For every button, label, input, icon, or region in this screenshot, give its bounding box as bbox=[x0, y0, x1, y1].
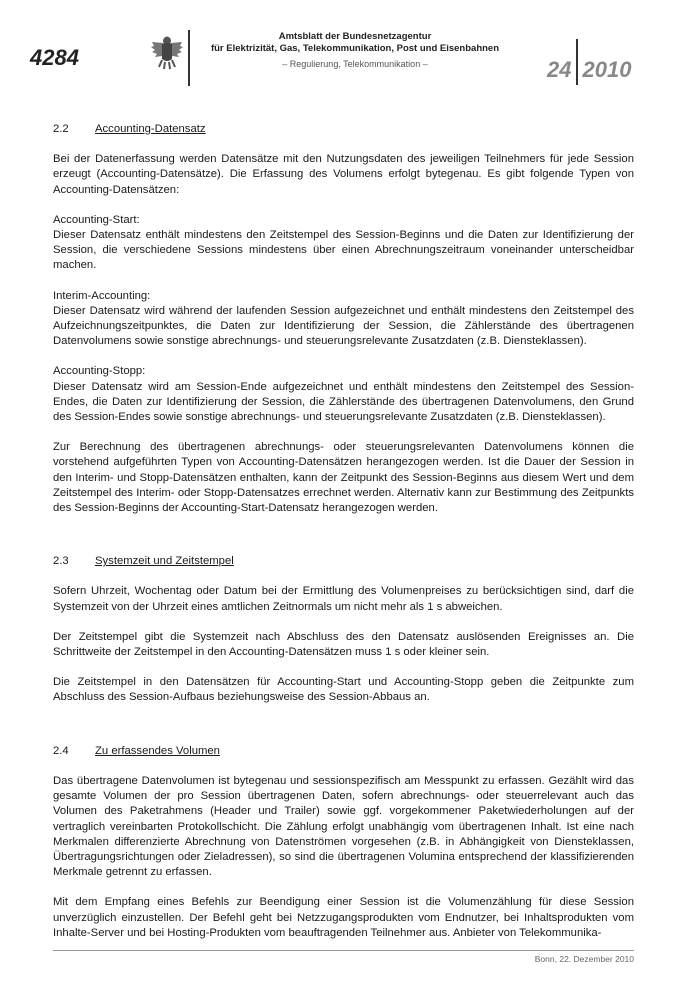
section-number: 2.3 bbox=[53, 555, 69, 568]
publication-subtitle: – Regulierung, Telekommunikation – bbox=[282, 59, 428, 69]
title-line-2: für Elektrizität, Gas, Telekommunikation, Post und Eisenbahnen bbox=[210, 43, 500, 54]
footer-divider bbox=[53, 950, 634, 951]
section-heading-2-4 bbox=[53, 744, 634, 759]
paragraph: Die Zeitstempel in den Datensätzen für Accounting-Start und Accounting-Stopp geben die Zeitpunkte zum Abschluss des Session-Aufbaus beziehungsweise des Session-Abbaus an. bbox=[53, 676, 634, 704]
section-title: Zu erfassendes Volumen bbox=[95, 744, 220, 757]
page-content bbox=[53, 122, 634, 941]
paragraph: Dieser Datensatz wird während der laufenden Session aufgezeichnet und enthält mindestens den Zeitstempel des Aufzeichnungszeitpunktes, die Daten zur Identifizierung der Session, die Zählerstände des übertragenen Datenvolumens sowie sonstige abrechnungs- und steuerungsrelevante Zusatzdaten (z.B. Diensteklassen). bbox=[53, 304, 634, 348]
paragraph: Dieser Datensatz wird am Session-Ende aufgezeichnet und enthält mindestens den Zeitstempel des Session-Endes, die Daten zur Identifizierung der Session, die Zählerstände des übertragenen Datenvolumens, den Grund des Session-Endes sowie sonstige abrechnungs- und steuerungsrelevante Zusatzdaten (z.B. Diensteklassen). bbox=[53, 380, 634, 424]
paragraph: Zur Berechnung des übertragenen abrechnungs- oder steuerungsrelevanten Datenvolumens können die vorstehend aufgeführten Typen von Accounting-Datensätzen herangezogen werden. Ist die Dauer der Session in den Interim- und Stopp-Datensätzen enthalten, kann der Zeitpunkt des Session-Beginns aus diesem Wert und dem Zeitstempel des Interim- oder Stopp-Datensatzes errechnet werden. Alternativ kann zur Bestimmung des Zeitpunkts des Session-Beginns der Accounting-Start-Datensatz herangezogen werden. bbox=[53, 441, 634, 515]
issue-number: 4284 bbox=[30, 45, 79, 70]
page-header bbox=[0, 0, 700, 90]
paragraph: Dieser Datensatz enthält mindestens den Zeitstempel des Session-Beginns und die Daten zur Identifizierung der Session, die verschiedene Sessions mindestens über einen Abrechnungszeitraum voneinander unterscheidbar machen. bbox=[53, 229, 634, 272]
paragraph: Der Zeitstempel gibt die Systemzeit nach Abschluss des den Datensatz auslösenden Ereignisses an. Die Schrittweite der Zeitstempel in den Accounting-Datensätzen muss 1 s oder kleiner sein. bbox=[53, 630, 634, 659]
record-type-label: Accounting-Start: bbox=[53, 213, 140, 226]
issue-no: 24 bbox=[547, 57, 572, 82]
record-type-label: Accounting-Stopp: bbox=[53, 365, 146, 378]
title-line-1: Amtsblatt der Bundesnetzagentur bbox=[278, 31, 432, 42]
publication-title bbox=[190, 31, 520, 55]
issue-divider bbox=[576, 39, 578, 85]
paragraph: Bei der Datenerfassung werden Datensätze mit den Nutzungsdaten des jeweiligen Teilnehmers für jede Session erzeugt (Accounting-Datensätze). Die Erfassung des Volumens erfolgt bytegenau. Es gibt folgende Typen von Accounting-Datensätzen: bbox=[53, 153, 634, 196]
record-type-label: Interim-Accounting: bbox=[53, 289, 151, 302]
federal-eagle-icon bbox=[150, 33, 184, 73]
section-number: 2.2 bbox=[53, 123, 69, 135]
section-title: Systemzeit und Zeitstempel bbox=[95, 555, 234, 568]
section-title: Accounting-Datensatz bbox=[95, 123, 206, 135]
section-heading-2-3 bbox=[53, 554, 634, 569]
section-number: 2.4 bbox=[53, 744, 69, 757]
issue-date bbox=[547, 45, 631, 91]
issue-year: 2010 bbox=[582, 57, 632, 82]
footer-date: Bonn, 22. Dezember 2010 bbox=[534, 954, 634, 964]
section-heading-2-2 bbox=[53, 122, 634, 137]
paragraph: Sofern Uhrzeit, Wochentag oder Datum bei der Ermittlung des Volumenpreises zu berücksichtigen sind, darf die Systemzeit von der Uhrzeit eines amtlichen Zeitnormals um nicht mehr als 1 s abweichen. bbox=[53, 585, 634, 613]
paragraph: Das übertragene Datenvolumen ist bytegenau und sessionspezifisch am Messpunkt zu erfassen. Gezählt wird das gesamte Volumen der pro Session übertragenen Daten, sofern abrechnungs- oder steuerrelevant auch das Volumen des Paketrahmens (Header und Trailer) sowie ggf. vorgekommener Paketwiederholungen auf der vertraglich vereinbarten Protokollschicht. Die Zählung erfolgt unabhängig vom übertragenen Inhalt. Ist eine nach Merkmalen differenzierte Abrechnung von Datenströmen vorgesehen (z.B. in Abhängigkeit von Diensteklassen, Übertragungsrichtungen oder Zieladressen), so sind die übertragenen Volumina entsprechend der klassifizierenden Merkmale getrennt zu erfassen. bbox=[53, 774, 634, 879]
paragraph: Mit dem Empfang eines Befehls zur Beendigung einer Session ist die Volumenzählung für diese Session unverzüglich einzustellen. Der Befehl geht bei Netzzugangsprodukten vom Endnutzer, bei Inhaltsprodukten vom Inhalte-Server und bei Hosting-Produkten vom beauftragenden Teilnehmer aus. Anbieter von Telekommunika- bbox=[53, 896, 634, 939]
